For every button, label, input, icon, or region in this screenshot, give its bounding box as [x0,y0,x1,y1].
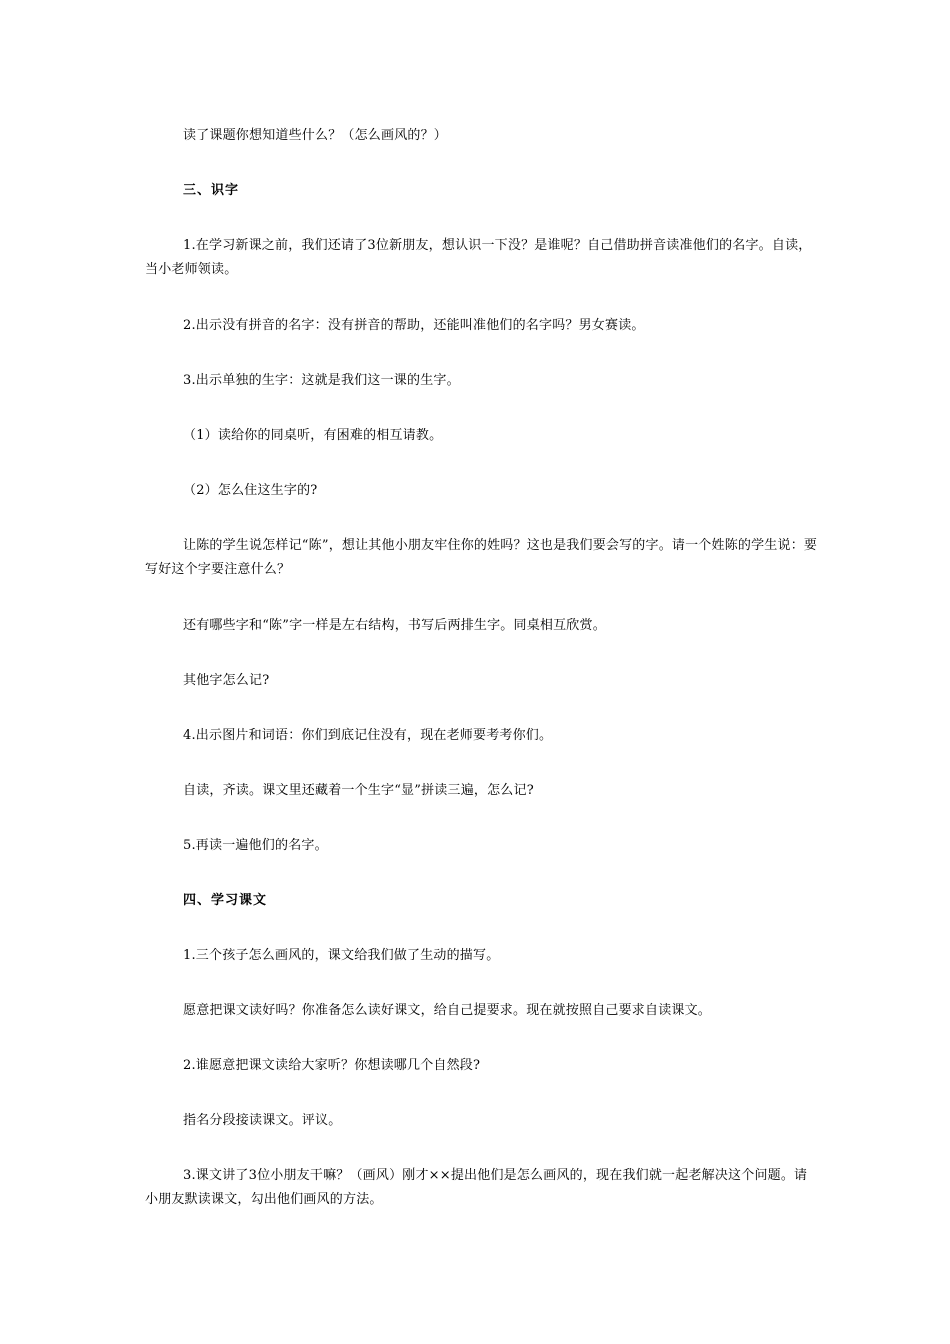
paragraph-shizi-2: 2.出示没有拼音的名字：没有拼音的帮助，还能叫准他们的名字吗？男女赛读。 [183,318,645,333]
paragraph-left-right: 还有哪些字和“陈”字一样是左右结构，书写后两排生字。同桌相互欣赏。 [183,618,606,633]
paragraph-title-question: 读了课题你想知道些什么？（怎么画风的？） [183,128,448,143]
paragraph-chen: 让陈的学生说怎样记“陈”，想让其他小朋友牢住你的姓吗？这也是我们要会写的字。请一个姓陈的学生说：要写好这个字要注意什么？ [145,538,818,577]
paragraph-kewen-named-read: 指名分段接读课文。评议。 [183,1113,342,1128]
paragraph-kewen-3: 3.课文讲了3位小朋友干嘛？（画风）刚才××提出他们是怎么画风的，现在我们就一起老解决这个问题。请小朋友默读课文，勾出他们画风的方法。 [145,1168,808,1207]
paragraph-shizi-3: 3.出示单独的生字：这就是我们这一课的生字。 [183,373,460,388]
paragraph-other-chars: 其他字怎么记? [183,673,270,688]
paragraph-shizi-1: 1.在学习新课之前，我们还请了3位新朋友，想认识一下没？是谁呢？自己借助拼音读准他们的名字。自读，当小老师领读。 [145,238,812,277]
paragraph-shizi-5: 5.再读一遍他们的名字。 [183,838,328,853]
paragraph-kewen-1: 1.三个孩子怎么画风的，课文给我们做了生动的描写。 [183,948,500,963]
paragraph-shizi-3-2: （2）怎么住这生字的? [183,483,318,498]
paragraph-kewen-self-read: 愿意把课文读好吗？你准备怎么读好课文，给自己提要求。现在就按照自己要求自读课文。 [183,1003,712,1018]
paragraph-kewen-2: 2.谁愿意把课文读给大家听？你想读哪几个自然段? [183,1058,481,1073]
paragraph-shizi-3-1: （1）读给你的同桌听，有困难的相互请教。 [183,428,443,443]
section-heading-kewen: 四、学习课文 [183,893,268,908]
paragraph-shizi-4: 4.出示图片和词语：你们到底记住没有，现在老师要考考你们。 [183,728,553,743]
paragraph-xian: 自读，齐读。课文里还藏着一个生字“显”拼读三遍，怎么记? [183,783,534,798]
section-heading-shizi: 三、识字 [183,183,240,198]
